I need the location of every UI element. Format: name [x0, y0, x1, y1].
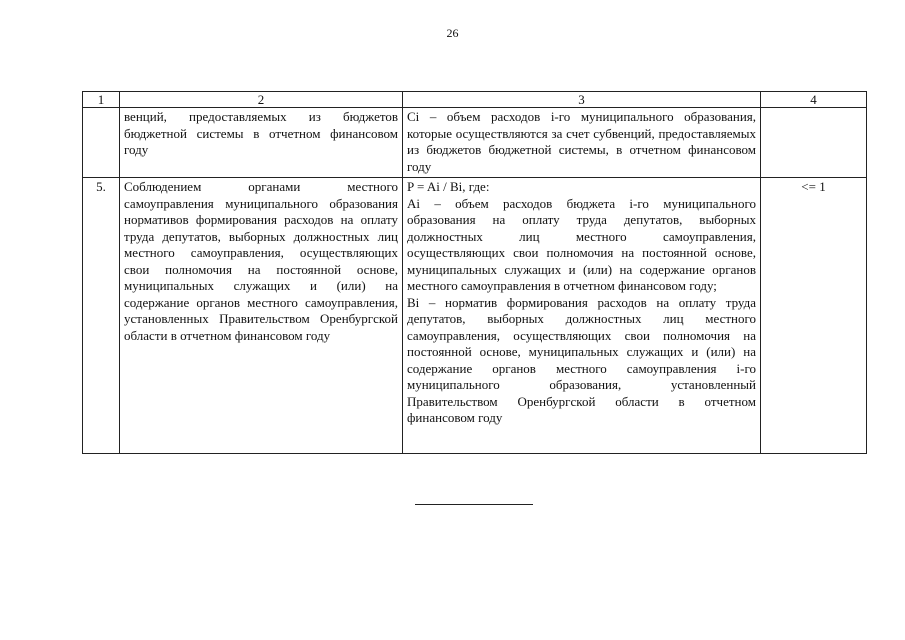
criterion-cell: венций, предоставляемых из бюджетов бюджетной системы в отчетном финансовом году [120, 108, 403, 178]
value-cell [761, 108, 867, 178]
footnote-separator [415, 504, 533, 505]
formula-variable-a: Ai – объем расходов бюджета i-го муниципального образования на оплату труда депутатов, выборных должностных лиц местного самоуправления, осуществляющих свои полномочия на постоянной основе, муниципальных служащих и (или) на содержание органов местного самоуправления в отчетном финансовом году; [407, 195, 756, 293]
header-cell-2: 2 [120, 92, 403, 108]
criteria-table [82, 91, 867, 454]
header-cell-1: 1 [83, 92, 120, 108]
row-number-cell [83, 108, 120, 178]
formula-cell [403, 108, 761, 178]
formula-variable-b: Bi – норматив формирования расходов на оплату труда депутатов, выборных должностных лиц местного самоуправления, осуществляющих свои полномочия на постоянной основе, муниципальных служащих и (или) на содержание органов местного самоуправления i-го муниципального образования, установленный Правительством Оренбургской области в отчетном финансовом году [407, 294, 756, 425]
table-row [83, 178, 867, 454]
page-number: 26 [446, 26, 459, 40]
table-row [83, 108, 867, 178]
header-cell-4: 4 [761, 92, 867, 108]
table-header-row [83, 92, 867, 108]
header-cell-3: 3 [403, 92, 761, 108]
value-cell: <= 1 [761, 178, 867, 454]
row-number-cell: 5. [83, 178, 120, 454]
formula-definition: P = Ai / Bi, где: [407, 179, 490, 194]
formula-cell [403, 178, 761, 454]
formula-paragraph: Ci – объем расходов i-го муниципального образования, которые осуществляются за счет субвенций, предоставляемых из бюджетов бюджетной системы, в отчетном финансовом году [407, 109, 756, 174]
criterion-cell: Соблюдением органами местного самоуправления муниципального образования нормативов формирования расходов на оплату труда депутатов, выборных должностных лиц местного самоуправления, осуществляющих свои полномочия на постоянной основе, муниципальных служащих и (или) на содержание органов местного самоуправления, установленных Правительством Оренбургской области в отчетном финансовом году [120, 178, 403, 454]
